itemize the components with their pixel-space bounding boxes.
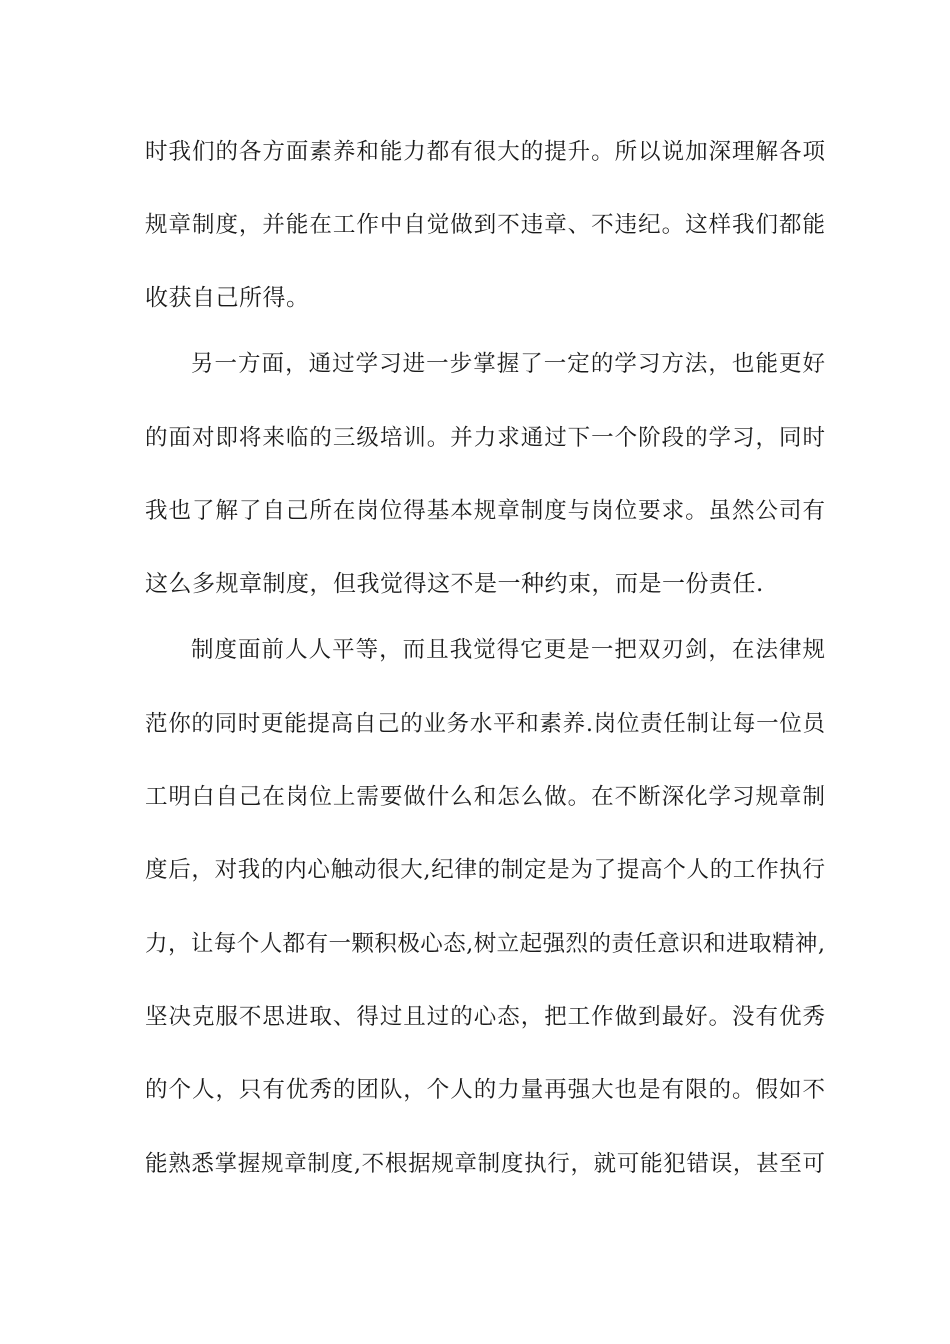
text-line-15: 能熟悉掌握规章制度,不根据规章制度执行，就可能犯错误，甚至可 (145, 1151, 825, 1177)
text-line-14: 的个人，只有优秀的团队，个人的力量再强大也是有限的。假如不 (145, 1077, 825, 1103)
text-line-1: 时我们的各方面素养和能力都有很大的提升。所以说加深理解各项 (145, 139, 825, 165)
text-line-4: 另一方面，通过学习进一步掌握了一定的学习方法，也能更好 (191, 351, 825, 377)
text-line-8: 制度面前人人平等，而且我觉得它更是一把双刃剑，在法律规 (191, 637, 825, 663)
text-line-9: 范你的同时更能提高自己的业务水平和素养.岗位责任制让每一位员 (145, 711, 825, 737)
text-line-13: 坚决克服不思进取、得过且过的心态，把工作做到最好。没有优秀 (145, 1004, 825, 1030)
text-line-6: 我也了解了自己所在岗位得基本规章制度与岗位要求。虽然公司有 (145, 498, 825, 524)
text-line-5: 的面对即将来临的三级培训。并力求通过下一个阶段的学习，同时 (145, 425, 825, 451)
text-line-12: 力，让每个人都有一颗积极心态,树立起强烈的责任意识和进取精神, (145, 931, 825, 957)
text-line-10: 工明白自己在岗位上需要做什么和怎么做。在不断深化学习规章制 (145, 784, 825, 810)
text-line-2: 规章制度，并能在工作中自觉做到不违章、不违纪。这样我们都能 (145, 212, 825, 238)
text-line-7: 这么多规章制度，但我觉得这不是一种约束，而是一份责任. (145, 571, 764, 597)
text-line-11: 度后，对我的内心触动很大,纪律的制定是为了提高个人的工作执行 (145, 857, 825, 883)
text-line-3: 收获自己所得。 (145, 285, 310, 311)
